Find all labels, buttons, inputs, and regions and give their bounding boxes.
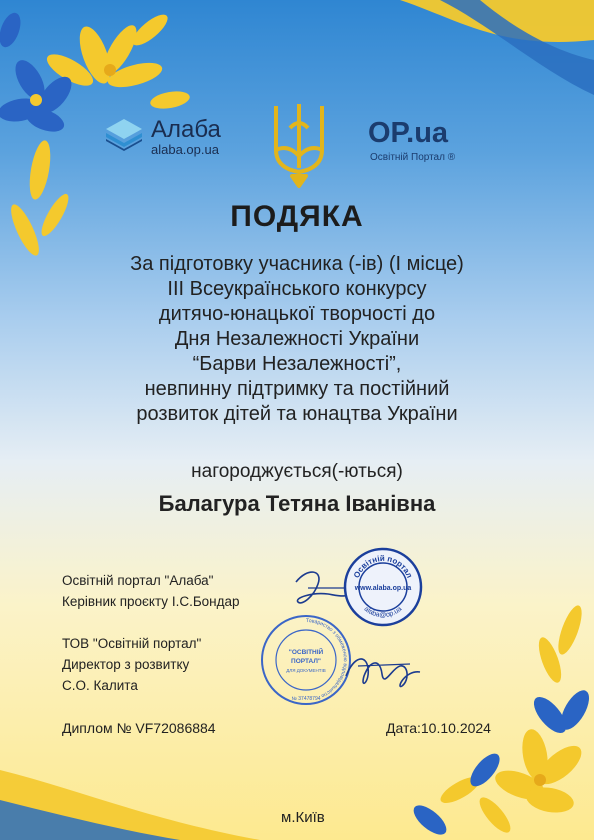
issue-date: Дата:10.10.2024 <box>386 720 491 736</box>
diploma-number: Диплом № VF72086884 <box>62 720 216 736</box>
signatory-1 <box>62 570 240 612</box>
stamp-1-bottom-text: alaba@op.ua <box>362 605 404 620</box>
stamp-2-code: № 37478794 <box>291 696 321 702</box>
flower-decoration-bottom-right <box>400 590 594 840</box>
signatory-2-role: Директор з розвитку <box>62 657 190 672</box>
body-line: дитячо-юнацької творчості до <box>158 303 436 325</box>
stamp-1-top-text: Освітній портал <box>351 553 415 580</box>
body-line: невпинну підтримку та постійний <box>144 378 450 400</box>
signatory-2-org: ТОВ "Освітній портал" <box>62 636 202 651</box>
city: м.Київ <box>281 809 325 826</box>
stamp-2-ring-text: Товариство з обмеженою відповідальністю <box>305 617 348 699</box>
alaba-logo-name: Алаба <box>151 116 221 143</box>
body-line: ІІІ Всеукраїнського конкурсу <box>167 278 427 300</box>
signatory-1-org: Освітній портал "Алаба" <box>62 573 214 588</box>
stamp-2-docs: ДЛЯ ДОКУМЕНТІВ <box>286 668 326 673</box>
op-logo-name: OP.ua <box>368 117 449 149</box>
alaba-logo-icon <box>104 117 144 151</box>
signatory-2 <box>62 633 201 696</box>
op-logo-subtitle: Освітній Портал ® <box>370 152 456 163</box>
stamp-2-center-bottom: ПОРТАЛ" <box>291 658 321 665</box>
body-line: “Барви Незалежності”, <box>192 353 402 375</box>
stamp-1-center-text: www.alaba.op.ua <box>354 585 412 592</box>
wave-decoration-bottom <box>0 760 300 840</box>
recipient-name: Балагура Тетяна Іванівна <box>158 491 436 516</box>
awarded-text: нагороджується(-ються) <box>191 461 403 482</box>
body-line: розвиток дітей та юнацтва України <box>136 403 458 425</box>
certificate-title: ПОДЯКА <box>230 200 364 233</box>
body-line: За підготовку учасника (-ів) (І місце) <box>130 253 464 275</box>
signatory-2-name: С.О. Калита <box>62 678 138 693</box>
wave-decoration-top <box>380 0 594 130</box>
trident-icon <box>268 98 330 190</box>
stamp-company <box>260 614 352 706</box>
alaba-logo-url: alaba.op.ua <box>151 142 219 157</box>
signatory-1-role: Керівник проєкту І.С.Бондар <box>62 594 240 609</box>
stamp-2-center-top: "ОСВІТНІЙ <box>288 649 324 656</box>
stamp-alaba <box>343 547 423 627</box>
signature-2 <box>340 646 430 698</box>
certificate-body <box>0 252 594 427</box>
body-line: Дня Незалежності України <box>174 328 420 350</box>
